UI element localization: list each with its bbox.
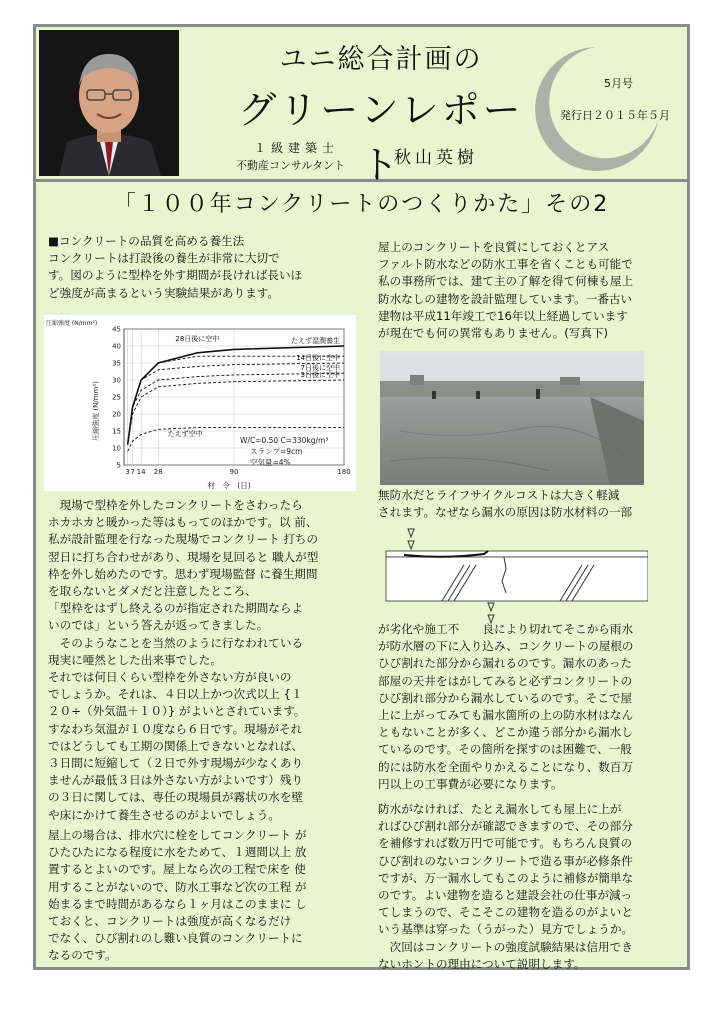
section-heading: ■コンクリートの品質を高める養生法 [48, 234, 245, 248]
text-line: ひび割れ部分から漏水しているのです。そこで屋 [378, 690, 633, 705]
text-line: ているのです。その箇所を探すのは困難で、一般 [378, 742, 632, 757]
issue-label: 5月号 [604, 77, 633, 90]
chart-x-tick: 28 [153, 468, 163, 476]
text-line: 現実に唖然とした出来事でした。 [48, 652, 222, 667]
chart-series-label: 3日後に空中 [300, 371, 340, 379]
text-line: ませんが最低３日は外さない方がよいです）残り [48, 773, 304, 788]
text-line: が劣化や施工不 良により切れてそこから雨水 [378, 622, 634, 636]
chart-series-label: たえず湿潤養生 [291, 337, 340, 345]
chart-x-tick: 90 [229, 468, 239, 476]
text-line: 現場で型枠を外したコンクリートをさわったら [48, 498, 303, 512]
text-line: ３日間に短縮して（２日で外す現場が少なくあり [48, 756, 304, 771]
text-line: ２０÷（外気温＋１０）} がよいとされています。 [48, 704, 306, 719]
text-line: ないホントの理由について説明します。 [378, 956, 586, 971]
newsletter-frame [33, 24, 690, 970]
text-line: 建物は平成11年竣工で16年以上経過しています [378, 308, 628, 323]
chart-series-label: 28日後に空中 [175, 334, 220, 343]
text-line: す。図のように型枠を外す期間が長ければ長いほ [48, 268, 303, 283]
chart-series-label: 7日後に空中 [300, 364, 340, 373]
chart-y-tick: 30 [112, 376, 121, 385]
chart-y-tick: 20 [112, 410, 121, 419]
text-line: なるのです。 [48, 948, 117, 963]
text-line: いう基準は穿った（うがった）見方でしょうか。 [378, 922, 634, 937]
text-line: されます。なぜなら漏水の原因は防水材料の一部 [378, 505, 633, 520]
text-line: そのようなことを当然のように行なわれている [48, 635, 304, 650]
text-line: それでは何日くらい型枠を外さない方が良いの [48, 670, 292, 685]
left-body [48, 497, 368, 824]
text-line: 部屋の天井をはがしてみると必ずコンクリートの [378, 673, 633, 688]
text-line: 枠を外し始めたのです。思わず現場監督 に養生期間 [48, 566, 318, 581]
text-line: ともないことが多く、どこか違う部分から漏水し [378, 725, 633, 740]
article-title: 「１００年コンクリートのつくりかた」その2 [113, 192, 610, 217]
chart-x-tick: 14 [136, 468, 146, 476]
right-body-2 [378, 801, 678, 973]
chart-y-tick: 15 [112, 427, 121, 436]
text-line: ですが、万一漏水してもこのように補修が簡単な [378, 870, 634, 885]
issue-date: 発行日２０１５年５月 [560, 109, 670, 122]
text-line: コンクリートは打設後の養生が非常に大切で [48, 251, 280, 266]
left-intro [48, 233, 368, 302]
right-body [378, 621, 678, 793]
author-qualification: １級建築士 [254, 141, 340, 155]
text-line: ホカホカと暖かった等はもってのほかです。以 前、 [48, 515, 318, 530]
newsletter-header [36, 27, 687, 187]
chart-y-tick: 5 [116, 461, 121, 470]
chart-y-tick: 40 [112, 342, 121, 351]
chart-y-tick: 25 [112, 393, 121, 402]
right-caption [378, 487, 678, 521]
text-line: 的には防水を全面やりかえることになり、数百万 [378, 759, 634, 774]
text-line: ておくと、コンクリートは強度が高くなるだけ [48, 914, 292, 929]
chart-axis-title-top: 圧縮強度 (N/mm²) [46, 320, 98, 327]
text-line: 次回はコンクリートの強度試験結果は信用でき [378, 939, 633, 954]
chart-series-line [128, 380, 344, 445]
text-line: 上に上がってみても漏水箇所の上の防水材はなん [378, 708, 634, 723]
text-line: が防水層の下に入り込み、コンクリートの屋根の [378, 639, 634, 654]
newsletter-title-line1: ユニ総合計画の [279, 44, 483, 75]
text-line: ど強度が高まるという実験結果があります。 [48, 285, 279, 300]
chart-x-tick: 180 [337, 468, 351, 476]
text-line: ひたひたになる程度に水をためて、１週間以上 放 [48, 845, 307, 860]
left-body-2 [48, 827, 368, 965]
text-line: 屋上の場合は、排水穴に栓をしてコンクリート が [48, 828, 307, 842]
author-name: 秋山英樹 [394, 148, 478, 168]
chart-ylabel: 圧縮強度 (N/mm²) [92, 381, 100, 441]
text-line: の３日に関しては、専任の現場員が霧状の水を壁 [48, 790, 304, 805]
text-line: すなわち気温が１０度なら６日です。現場がそれ [48, 721, 303, 736]
chart-series-label: 14日後に空中 [296, 354, 340, 362]
text-line: 置するとよいのです。屋上なら次の工程で床を 使 [48, 862, 306, 877]
text-line: 円以上の工事費が必要になります。 [378, 776, 563, 791]
text-line: を補修すれば数万円で可能です。もちろん良質の [378, 836, 633, 851]
text-line: 防水がなければ、たとえ漏水しても屋上に上が [378, 802, 622, 816]
chart-annotation: スランプ=9cm [250, 447, 303, 456]
text-line: のです。よい建物を造ると建設会社の仕事が減っ [378, 888, 633, 903]
author-photo [39, 30, 179, 176]
chart-x-tick: 7 [130, 468, 135, 476]
strength-chart [44, 315, 356, 491]
text-line: いのでは」という答えが返ってきました。 [48, 618, 269, 633]
text-line: 用することがないので、防水工事など次の工程 が [48, 879, 307, 894]
chart-y-tick: 10 [112, 444, 121, 453]
chart-series-line [128, 373, 344, 444]
text-line: てしまうので、そこそこの建物を造るのがよいと [378, 905, 633, 920]
text-line: ればひび割れ部分が確認できますので、その部分 [378, 819, 633, 834]
text-line: 私の事務所では、建て主の了解を得て何棟も屋上 [378, 274, 634, 289]
text-line: ひび割れのないコンクリートで造る事が必修条件 [378, 853, 633, 868]
text-line: を取らないとダメだと注意したところ、 [48, 584, 257, 599]
crescent-moon-icon [526, 41, 666, 171]
leak-diagram [384, 521, 648, 625]
author-role: 不動産コンサルタント [236, 159, 346, 172]
chart-annotation: W/C=0.50 C=330kg/m³ [240, 436, 329, 445]
roof-photo [380, 351, 644, 485]
text-line: 防水なしの建物を設計監理しています。一番古い [378, 291, 633, 306]
chart-annotation: 空気量=4% [250, 458, 291, 467]
text-line: 「型枠をはずし終えるのが指定された期間ならよ [48, 601, 304, 616]
chart-xlabel: 材 令 (日) [207, 481, 251, 490]
strength-chart-svg [44, 315, 356, 491]
text-line: ファルト防水などの防水工事を省くことも可能で [378, 257, 633, 272]
text-line: や床にかけて養生させるのがよいでしょう。 [48, 807, 280, 822]
chart-series-label: たえず空中 [167, 430, 203, 439]
text-line: でしょうか。それは、４日以上かつ次式以上 {１ [48, 687, 303, 702]
newsletter-title-line2: グリーンレポート [238, 88, 524, 187]
chart-y-tick: 45 [112, 325, 121, 334]
right-intro [378, 239, 678, 342]
text-line: が現在でも何の異常もありません。(写真下) [378, 326, 609, 341]
text-line: ではどうしても工期の関係上できないとなれば、 [48, 738, 304, 753]
text-line: 翌日に打ち合わせがあり、現場を見回ると 職人が型 [48, 549, 319, 564]
text-line: でなく、ひび割れのし難い良質のコンクリートに [48, 931, 303, 946]
text-line: 私が設計監理を行なった現場でコンクリート 打ちの [48, 532, 319, 547]
text-line: 屋上のコンクリートを良質にしておくとアス [378, 240, 610, 254]
text-line: 無防水だとライフサイクルコストは大きく軽減 [378, 488, 620, 502]
text-line: 始まるまで時間があるなら１ヶ月はこのままに し [48, 896, 307, 911]
chart-x-tick: 3 [125, 468, 130, 476]
chart-y-tick: 35 [112, 359, 121, 368]
text-line: ひび割れた部分から漏れるのです。漏水のあった [378, 656, 633, 671]
